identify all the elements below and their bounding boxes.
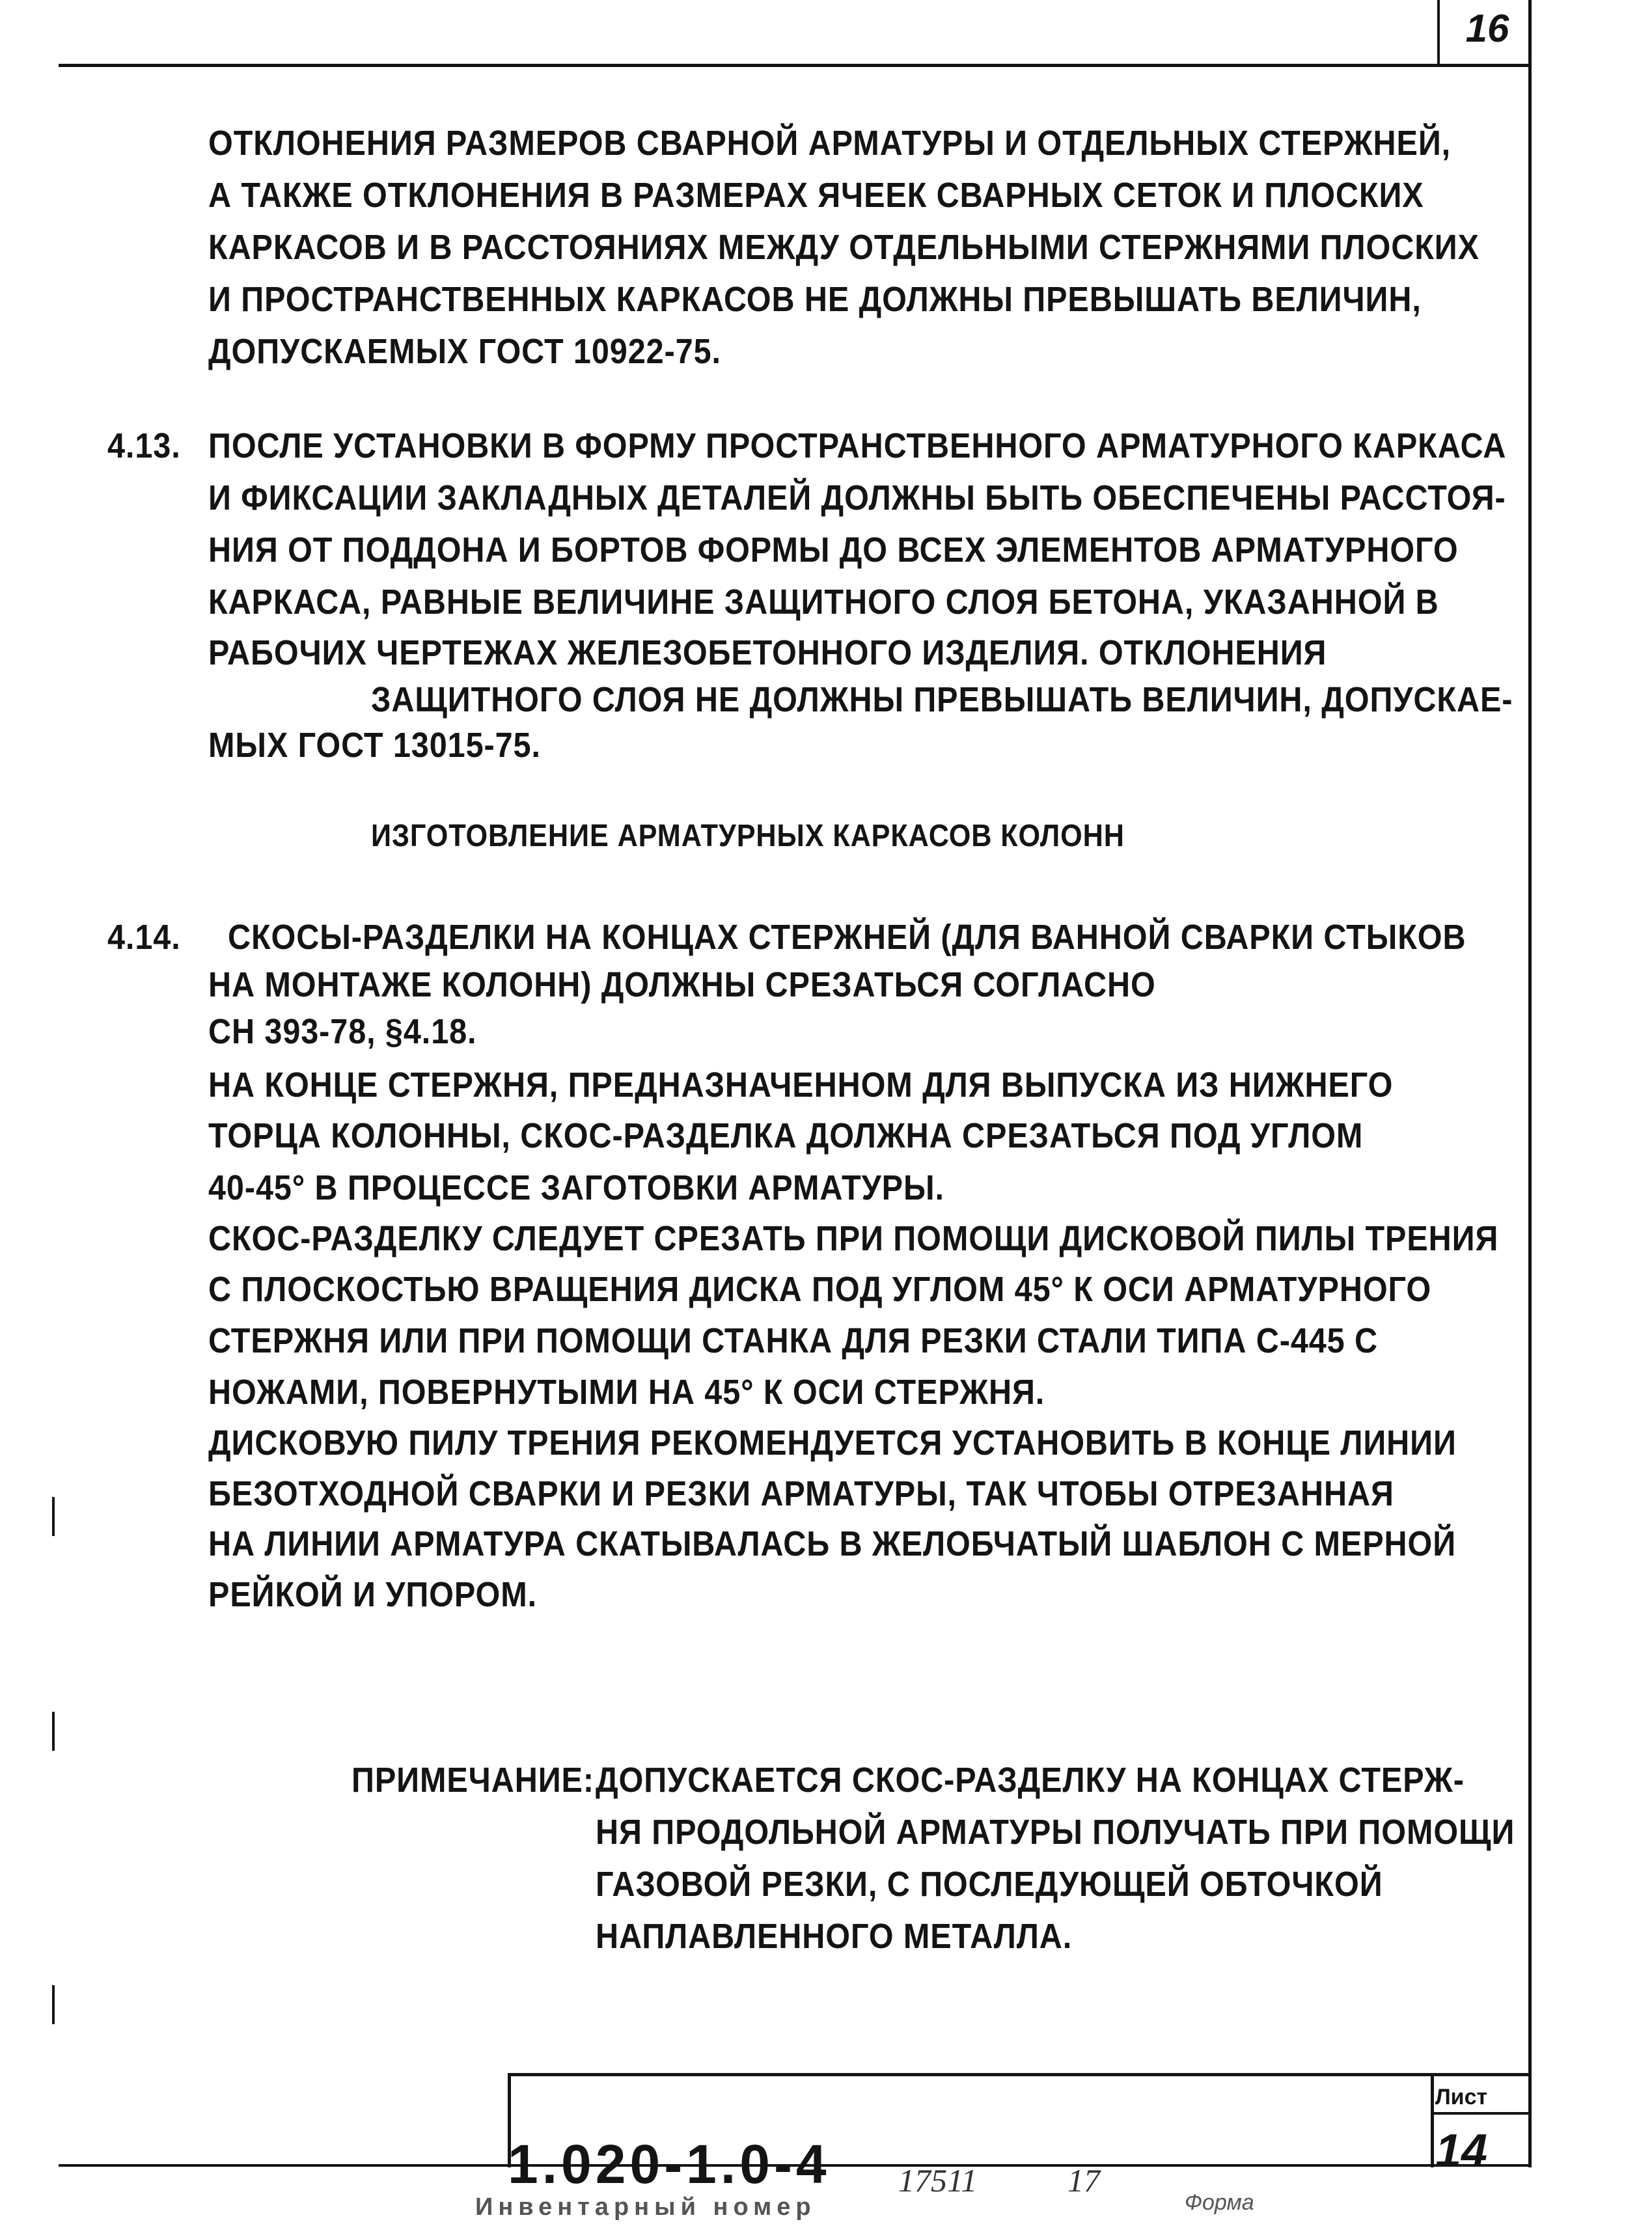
clause-line: НА КОНЦЕ СТЕРЖНЯ, ПРЕДНАЗНАЧЕННОМ ДЛЯ ВЫПУСКА ИЗ НИЖНЕГО — [208, 1065, 1394, 1105]
clause-line: РАБОЧИХ ЧЕРТЕЖАХ ЖЕЛЕЗОБЕТОННОГО ИЗДЕЛИЯ. ОТКЛОНЕНИЯ — [208, 633, 1327, 672]
sheet-label: Лист — [1435, 2085, 1488, 2109]
document-code: 1.020-1.0-4 — [508, 2134, 831, 2195]
clause-line: НА ЛИНИИ АРМАТУРА СКАТЫВАЛАСЬ В ЖЕЛОБЧАТЫЙ ШАБЛОН С МЕРНОЙ — [208, 1524, 1457, 1563]
clause-line: ТОРЦА КОЛОННЫ, СКОС-РАЗДЕЛКА ДОЛЖНА СРЕЗАТЬСЯ ПОД УГЛОМ — [208, 1116, 1364, 1155]
handwritten-copy: 17 — [1067, 2162, 1100, 2199]
page-number-box-left — [1437, 0, 1440, 65]
sheet-number: 14 — [1435, 2125, 1488, 2177]
stamp-top-line — [508, 2073, 1530, 2076]
intro-line: ОТКЛОНЕНИЯ РАЗМЕРОВ СВАРНОЙ АРМАТУРЫ И ОТДЕЛЬНЫХ СТЕРЖНЕЙ, — [208, 124, 1452, 163]
top-border-line — [59, 64, 1530, 67]
clause-line: СТЕРЖНЯ ИЛИ ПРИ ПОМОЩИ СТАНКА ДЛЯ РЕЗКИ СТАЛИ ТИПА С-445 С — [208, 1321, 1379, 1360]
clause-line: СКОС-РАЗДЕЛКУ СЛЕДУЕТ СРЕЗАТЬ ПРИ ПОМОЩИ ДИСКОВОЙ ПИЛЫ ТРЕНИЯ — [208, 1219, 1499, 1258]
clause-line: БЕЗОТХОДНОЙ СВАРКИ И РЕЗКИ АРМАТУРЫ, ТАК ЧТОБЫ ОТРЕЗАННАЯ — [208, 1474, 1394, 1513]
note-line: ДОПУСКАЕТСЯ СКОС-РАЗДЕЛКУ НА КОНЦАХ СТЕРЖ- — [596, 1761, 1465, 1800]
clause-line: ДИСКОВУЮ ПИЛУ ТРЕНИЯ РЕКОМЕНДУЕТСЯ УСТАНОВИТЬ В КОНЦЕ ЛИНИИ — [208, 1423, 1457, 1462]
left-margin-tick — [52, 1985, 55, 2024]
left-margin-tick — [52, 1497, 55, 1536]
clause-line: РЕЙКОЙ И УПОРОМ. — [208, 1575, 538, 1614]
sheet-cell-divider — [1431, 2112, 1530, 2115]
intro-line: КАРКАСОВ И В РАССТОЯНИЯХ МЕЖДУ ОТДЕЛЬНЫМИ СТЕРЖНЯМИ ПЛОСКИХ — [208, 228, 1480, 267]
clause-line: 40-45° В ПРОЦЕССЕ ЗАГОТОВКИ АРМАТУРЫ. — [208, 1168, 944, 1207]
note-label: ПРИМЕЧАНИЕ: — [351, 1761, 594, 1800]
clause-line: И ФИКСАЦИИ ЗАКЛАДНЫХ ДЕТАЛЕЙ ДОЛЖНЫ БЫТЬ ОБЕСПЕЧЕНЫ РАССТОЯ- — [208, 478, 1506, 517]
clause-line: НА МОНТАЖЕ КОЛОНН) ДОЛЖНЫ СРЕЗАТЬСЯ СОГЛАСНО — [208, 965, 1156, 1004]
clause-number: 4.14. — [107, 918, 181, 957]
note-line: НЯ ПРОДОЛЬНОЙ АРМАТУРЫ ПОЛУЧАТЬ ПРИ ПОМОЩИ — [596, 1813, 1515, 1852]
note-line: ГАЗОВОЙ РЕЗКИ, С ПОСЛЕДУЮЩЕЙ ОБТОЧКОЙ — [596, 1865, 1383, 1904]
handwritten-number: 17511 — [898, 2162, 978, 2199]
clause-line: С ПЛОСКОСТЬЮ ВРАЩЕНИЯ ДИСКА ПОД УГЛОМ 45° К ОСИ АРМАТУРНОГО — [208, 1270, 1432, 1309]
clause-line: КАРКАСА, РАВНЫЕ ВЕЛИЧИНЕ ЗАЩИТНОГО СЛОЯ БЕТОНА, УКАЗАННОЙ В — [208, 583, 1439, 622]
clause-line: НИЯ ОТ ПОДДОНА И БОРТОВ ФОРМЫ ДО ВСЕХ ЭЛЕМЕНТОВ АРМАТУРНОГО — [208, 530, 1459, 570]
section-heading: ИЗГОТОВЛЕНИЕ АРМАТУРНЫХ КАРКАСОВ КОЛОНН — [371, 819, 1125, 853]
right-border-line — [1528, 0, 1532, 2167]
intro-line: А ТАКЖЕ ОТКЛОНЕНИЯ В РАЗМЕРАХ ЯЧЕЕК СВАРНЫХ СЕТОК И ПЛОСКИХ — [208, 176, 1424, 215]
intro-line: И ПРОСТРАНСТВЕННЫХ КАРКАСОВ НЕ ДОЛЖНЫ ПРЕВЫШАТЬ ВЕЛИЧИН, — [208, 280, 1422, 319]
clause-line: МЫХ ГОСТ 13015-75. — [208, 726, 541, 765]
note-line: НАПЛАВЛЕННОГО МЕТАЛЛА. — [596, 1917, 1073, 1956]
left-margin-tick — [52, 1712, 55, 1751]
intro-line: ДОПУСКАЕМЫХ ГОСТ 10922-75. — [208, 332, 721, 371]
clause-number: 4.13. — [107, 426, 181, 465]
inventory-label: Инвентарный номер — [475, 2193, 816, 2221]
clause-line: НОЖАМИ, ПОВЕРНУТЫМИ НА 45° К ОСИ СТЕРЖНЯ. — [208, 1373, 1045, 1412]
clause-line: СН 393-78, §4.18. — [208, 1012, 477, 1051]
clause-line: ЗАЩИТНОГО СЛОЯ НЕ ДОЛЖНЫ ПРЕВЫШАТЬ ВЕЛИЧИН, ДОПУСКАЕ- — [371, 680, 1513, 719]
clause-line: ПОСЛЕ УСТАНОВКИ В ФОРМУ ПРОСТРАНСТВЕННОГО АРМАТУРНОГО КАРКАСА — [208, 426, 1507, 465]
footer-right-text: Форма — [1185, 2190, 1254, 2215]
page-number: 16 — [1465, 7, 1509, 50]
clause-line: СКОСЫ-РАЗДЕЛКИ НА КОНЦАХ СТЕРЖНЕЙ (ДЛЯ ВАННОЙ СВАРКИ СТЫКОВ — [228, 918, 1466, 957]
